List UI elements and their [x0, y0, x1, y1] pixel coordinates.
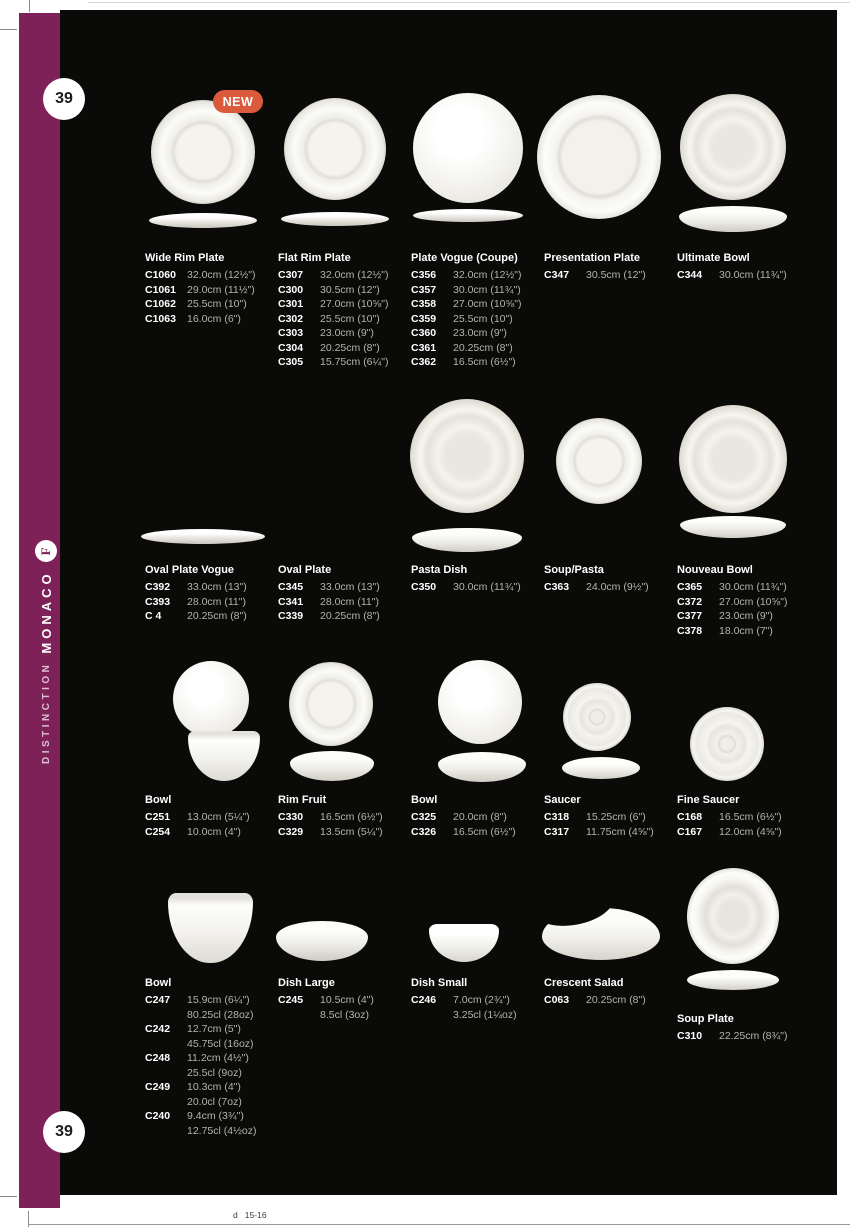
product-name: Bowl: [145, 977, 172, 989]
item-size: 25.5cm (10"): [453, 312, 513, 325]
product-photo: [542, 908, 660, 960]
product-name: Saucer: [544, 794, 581, 806]
catalog-entry: [278, 312, 418, 327]
product-entries: [411, 993, 551, 1022]
item-size: 15.9cm (6¼"): [187, 994, 250, 1006]
product-photo: [151, 100, 255, 204]
item-code: C365: [677, 581, 703, 593]
product-entries: [677, 580, 817, 638]
item-size: 27.0cm (10⅝"): [719, 595, 788, 608]
item-code: C303: [278, 327, 304, 339]
item-code: C363: [544, 581, 570, 593]
product-name: Bowl: [145, 794, 172, 806]
catalog-entry: [278, 341, 418, 356]
item-size: 24.0cm (9½"): [586, 581, 649, 593]
item-size: 12.0cm (4⅝"): [719, 825, 782, 838]
item-code: C392: [145, 581, 171, 593]
item-size: 30.5cm (12"): [320, 283, 380, 296]
catalog-entry-capacity: [411, 1008, 551, 1023]
product-photo: [410, 399, 524, 513]
item-code: C307: [278, 269, 304, 281]
product-photo: [690, 707, 764, 781]
catalog-entry: [145, 1022, 285, 1037]
catalog-entry: [411, 283, 551, 298]
product-name: Oval Plate: [278, 564, 332, 576]
catalog-entry: [677, 1029, 817, 1044]
catalog-entry: [411, 268, 551, 283]
product-entries: [677, 810, 817, 839]
catalog-entry: [544, 580, 684, 595]
product-entries: [278, 268, 418, 370]
item-size: 28.0cm (11"): [187, 595, 246, 608]
item-code: C245: [278, 994, 304, 1006]
crop-mark: [0, 29, 17, 30]
product-photo: [682, 863, 784, 968]
catalog-entry: [411, 312, 551, 327]
catalog-entry-capacity: [145, 1095, 285, 1110]
item-code: C304: [278, 341, 304, 354]
item-code: C310: [677, 1030, 703, 1042]
product-photo: [687, 970, 779, 990]
catalog-entry: [145, 1109, 285, 1124]
product-photo: [149, 213, 257, 228]
item-capacity: 12.75cl (4½oz): [187, 1124, 257, 1137]
item-size: 20.25cm (8"): [320, 610, 380, 622]
item-size: 33.0cm (13"): [320, 581, 380, 593]
catalog-entry: [677, 825, 817, 840]
item-size: 13.0cm (5¼"): [187, 811, 250, 823]
catalog-entry: [544, 268, 684, 283]
product-photo: [138, 432, 268, 506]
product-photo: [679, 206, 787, 232]
item-code: C318: [544, 811, 570, 823]
item-size: 11.75cm (4⅝"): [586, 825, 654, 838]
item-code: C240: [145, 1110, 171, 1122]
item-size: 12.7cm (5"): [187, 1023, 241, 1035]
item-code: C305: [278, 356, 304, 368]
item-size: 20.25cm (8"): [586, 994, 646, 1006]
crop-mark: [0, 1196, 17, 1197]
catalog-entry: [278, 609, 418, 624]
brand-vertical-text: [19, 452, 73, 792]
catalog-entry: [145, 283, 285, 298]
item-capacity: 8.5cl (3oz): [320, 1008, 370, 1021]
product-name: Soup Plate: [677, 1013, 734, 1025]
item-capacity: 20.0cl (7oz): [187, 1095, 242, 1108]
product-entries: [411, 810, 551, 839]
item-size: 20.25cm (8"): [320, 341, 380, 354]
item-size: 32.0cm (12½"): [320, 269, 389, 281]
item-size: 7.0cm (2¾"): [453, 994, 510, 1006]
product-entries: [544, 580, 684, 595]
catalog-entry: [544, 993, 684, 1008]
catalog-entry: [278, 297, 418, 312]
product-name: Crescent Salad: [544, 977, 624, 989]
product-photo: [680, 516, 786, 538]
item-code: C302: [278, 312, 304, 325]
catalog-entry-capacity: [145, 1037, 285, 1052]
item-size: 30.0cm (11¾"): [453, 283, 521, 296]
product-name: Presentation Plate: [544, 252, 640, 264]
product-photo: [273, 462, 397, 532]
crop-mark: [28, 1211, 29, 1227]
product-entries: [278, 580, 418, 624]
item-code: C1063: [145, 312, 176, 325]
item-size: 30.0cm (11¾"): [719, 581, 787, 593]
item-size: 20.25cm (8"): [187, 610, 247, 622]
page-number-badge-top: [43, 78, 85, 120]
item-code: C361: [411, 341, 437, 354]
item-size: 25.5cm (10"): [320, 312, 380, 325]
item-code: C249: [145, 1081, 171, 1093]
catalog-entry: [278, 580, 418, 595]
item-size: 29.0cm (11½"): [187, 283, 255, 296]
item-size: 23.0cm (9"): [320, 327, 374, 339]
catalog-entry: [145, 595, 285, 610]
item-code: C167: [677, 825, 703, 838]
product-name: Rim Fruit: [278, 794, 327, 806]
catalog-entry: [544, 810, 684, 825]
catalog-entry: [544, 825, 684, 840]
item-code: C247: [145, 994, 171, 1006]
item-code: C344: [677, 269, 703, 281]
item-size: 16.5cm (6½"): [453, 825, 516, 838]
product-photo: [563, 683, 631, 751]
product-photo: [680, 94, 786, 200]
product-entries: [278, 810, 418, 839]
item-code: C345: [278, 581, 304, 593]
item-code: C 4: [145, 610, 162, 622]
item-size: 32.0cm (12½"): [187, 269, 256, 281]
item-size: 10.0cm (4"): [187, 825, 241, 838]
catalog-entry: [145, 312, 285, 327]
item-capacity: 45.75cl (16oz): [187, 1037, 254, 1050]
item-code: C168: [677, 811, 703, 823]
catalog-entry: [411, 825, 551, 840]
item-code: C347: [544, 269, 570, 281]
product-entries: [278, 993, 418, 1022]
catalog-entry: [145, 609, 285, 624]
item-size: 28.0cm (11"): [320, 595, 379, 608]
item-size: 32.0cm (12½"): [453, 269, 522, 281]
catalog-entry: [677, 580, 817, 595]
product-entries: [544, 268, 684, 283]
product-name: Plate Vogue (Coupe): [411, 252, 518, 264]
catalog-entry: [145, 810, 285, 825]
item-size: 27.0cm (10⅝"): [453, 298, 522, 310]
product-entries: [145, 993, 285, 1138]
catalog-entry: [411, 355, 551, 370]
item-code: C242: [145, 1023, 171, 1035]
catalog-entry: [411, 326, 551, 341]
item-capacity: 25.5cl (9oz): [187, 1066, 242, 1079]
item-code: C317: [544, 825, 570, 838]
catalog-entry-capacity: [145, 1008, 285, 1023]
product-entries: [677, 1029, 817, 1044]
item-size: 25.5cm (10"): [187, 298, 247, 310]
item-code: C329: [278, 825, 304, 838]
item-size: 10.5cm (4"): [320, 994, 374, 1006]
item-code: C378: [677, 624, 703, 637]
catalog-entry: [677, 595, 817, 610]
product-photo: [438, 752, 526, 782]
catalog-entry: [278, 283, 418, 298]
product-photo: [188, 731, 260, 781]
item-code: C393: [145, 595, 171, 608]
product-photo: [679, 405, 787, 513]
product-photo: [276, 921, 368, 961]
catalog-entry: [278, 326, 418, 341]
catalog-entry: [145, 993, 285, 1008]
product-photo: [412, 528, 522, 552]
trim-line-top: [88, 2, 850, 3]
item-size: 20.25cm (8"): [453, 341, 513, 354]
product-name: Fine Saucer: [677, 794, 740, 806]
catalog-entry-capacity: [278, 1008, 418, 1023]
item-size: 30.0cm (11¾"): [453, 581, 521, 593]
page-number-badge-bottom: [43, 1111, 85, 1153]
product-photo: [537, 95, 661, 219]
item-code: C357: [411, 283, 437, 296]
product-grid: [60, 10, 837, 1195]
catalog-entry: [145, 1051, 285, 1066]
catalog-entry: [411, 341, 551, 356]
catalog-entry: [278, 810, 418, 825]
item-code: C1060: [145, 269, 176, 281]
item-code: C301: [278, 298, 304, 310]
item-size: 10.3cm (4"): [187, 1081, 241, 1093]
product-name: Flat Rim Plate: [278, 252, 351, 264]
product-name: Soup/Pasta: [544, 564, 604, 576]
product-photo: [438, 660, 522, 744]
item-code: C330: [278, 811, 304, 823]
product-name: Wide Rim Plate: [145, 252, 225, 264]
product-photo: [281, 212, 389, 226]
new-badge: NEW: [213, 90, 263, 113]
product-photo: [413, 209, 523, 222]
product-entries: [544, 993, 684, 1008]
item-code: C248: [145, 1052, 171, 1064]
item-code: C063: [544, 994, 570, 1006]
catalog-entry: [677, 624, 817, 639]
item-code: C360: [411, 327, 437, 339]
catalog-entry: [677, 268, 817, 283]
trim-line-bottom: [28, 1224, 850, 1225]
catalog-entry: [145, 825, 285, 840]
catalog-entry: [145, 580, 285, 595]
item-code: C251: [145, 811, 171, 823]
item-code: C254: [145, 825, 171, 838]
item-size: 27.0cm (10⅝"): [320, 298, 389, 310]
catalog-entry: [145, 297, 285, 312]
item-size: 15.25cm (6"): [586, 811, 646, 823]
footer-note: d 15-16: [233, 1210, 267, 1220]
product-name: Ultimate Bowl: [677, 252, 750, 264]
brand-logo-letter: F: [38, 547, 53, 556]
item-size: 13.5cm (5¼"): [320, 825, 383, 838]
product-name: Bowl: [411, 794, 438, 806]
brand-series-label: DISTINCTION: [40, 661, 52, 764]
item-code: C341: [278, 595, 304, 608]
brand-name-label: MONACO: [38, 570, 54, 654]
product-name: Nouveau Bowl: [677, 564, 753, 576]
catalog-entry: [411, 993, 551, 1008]
catalog-entry: [677, 810, 817, 825]
item-size: 23.0cm (9"): [719, 610, 773, 622]
product-photo: [562, 757, 640, 779]
catalog-entry: [278, 595, 418, 610]
product-photo: [168, 893, 253, 963]
item-size: 15.75cm (6¼"): [320, 356, 389, 368]
item-size: 30.5cm (12"): [586, 269, 646, 281]
item-capacity: 3.25cl (1¼oz): [453, 1008, 517, 1021]
product-entries: [411, 580, 551, 595]
item-code: C300: [278, 283, 304, 296]
catalog-entry: [278, 993, 418, 1008]
item-code: C326: [411, 825, 437, 838]
product-name: Dish Large: [278, 977, 335, 989]
catalog-entry: [411, 810, 551, 825]
item-size: 16.5cm (6½"): [320, 811, 383, 823]
crop-mark: [29, 0, 30, 12]
catalog-entry: [145, 1080, 285, 1095]
product-photo: [556, 418, 642, 504]
item-size: 23.0cm (9"): [453, 327, 507, 339]
item-size: 20.0cm (8"): [453, 811, 507, 823]
catalog-entry-capacity: [145, 1066, 285, 1081]
product-photo: [413, 93, 523, 203]
item-capacity: 80.25cl (28oz): [187, 1008, 254, 1021]
item-code: C362: [411, 356, 437, 368]
product-name: Oval Plate Vogue: [145, 564, 235, 576]
item-code: C350: [411, 581, 437, 593]
item-size: 9.4cm (3¾"): [187, 1110, 244, 1122]
item-code: C372: [677, 595, 703, 608]
catalog-entry-capacity: [145, 1124, 285, 1139]
product-photo: [141, 529, 265, 544]
item-size: 18.0cm (7"): [719, 624, 773, 637]
page-number: 39: [55, 1123, 73, 1140]
product-photo: [173, 661, 249, 737]
product-entries: [145, 268, 285, 326]
catalog-entry: [677, 609, 817, 624]
product-entries: [544, 810, 684, 839]
item-size: 16.5cm (6½"): [719, 811, 782, 823]
item-code: C1061: [145, 283, 176, 296]
item-code: C325: [411, 811, 437, 823]
item-code: C339: [278, 610, 304, 622]
product-photo: [429, 924, 499, 962]
item-code: C356: [411, 269, 437, 281]
product-entries: [145, 580, 285, 624]
item-code: C359: [411, 312, 437, 325]
item-code: C1062: [145, 298, 176, 310]
item-code: C377: [677, 610, 703, 622]
item-code: C358: [411, 298, 437, 310]
page-number: 39: [55, 90, 73, 107]
product-name: Pasta Dish: [411, 564, 468, 576]
product-photo: [284, 98, 386, 200]
catalog-entry: [278, 825, 418, 840]
item-code: C246: [411, 994, 437, 1006]
item-size: 22.25cm (8¾"): [719, 1030, 788, 1042]
catalog-entry: [145, 268, 285, 283]
product-entries: [677, 268, 817, 283]
catalog-entry: [411, 580, 551, 595]
item-size: 16.0cm (6"): [187, 312, 241, 325]
product-photo: [289, 662, 373, 746]
item-size: 11.2cm (4½"): [187, 1052, 249, 1064]
item-size: 30.0cm (11¾"): [719, 269, 787, 281]
catalog-entry: [411, 297, 551, 312]
product-entries: [411, 268, 551, 370]
catalog-entry: [278, 355, 418, 370]
item-size: 33.0cm (13"): [187, 581, 247, 593]
catalog-entry: [278, 268, 418, 283]
product-entries: [145, 810, 285, 839]
brand-logo: [35, 540, 57, 562]
item-size: 16.5cm (6½"): [453, 356, 516, 368]
product-name: Dish Small: [411, 977, 468, 989]
product-photo: [290, 751, 374, 781]
